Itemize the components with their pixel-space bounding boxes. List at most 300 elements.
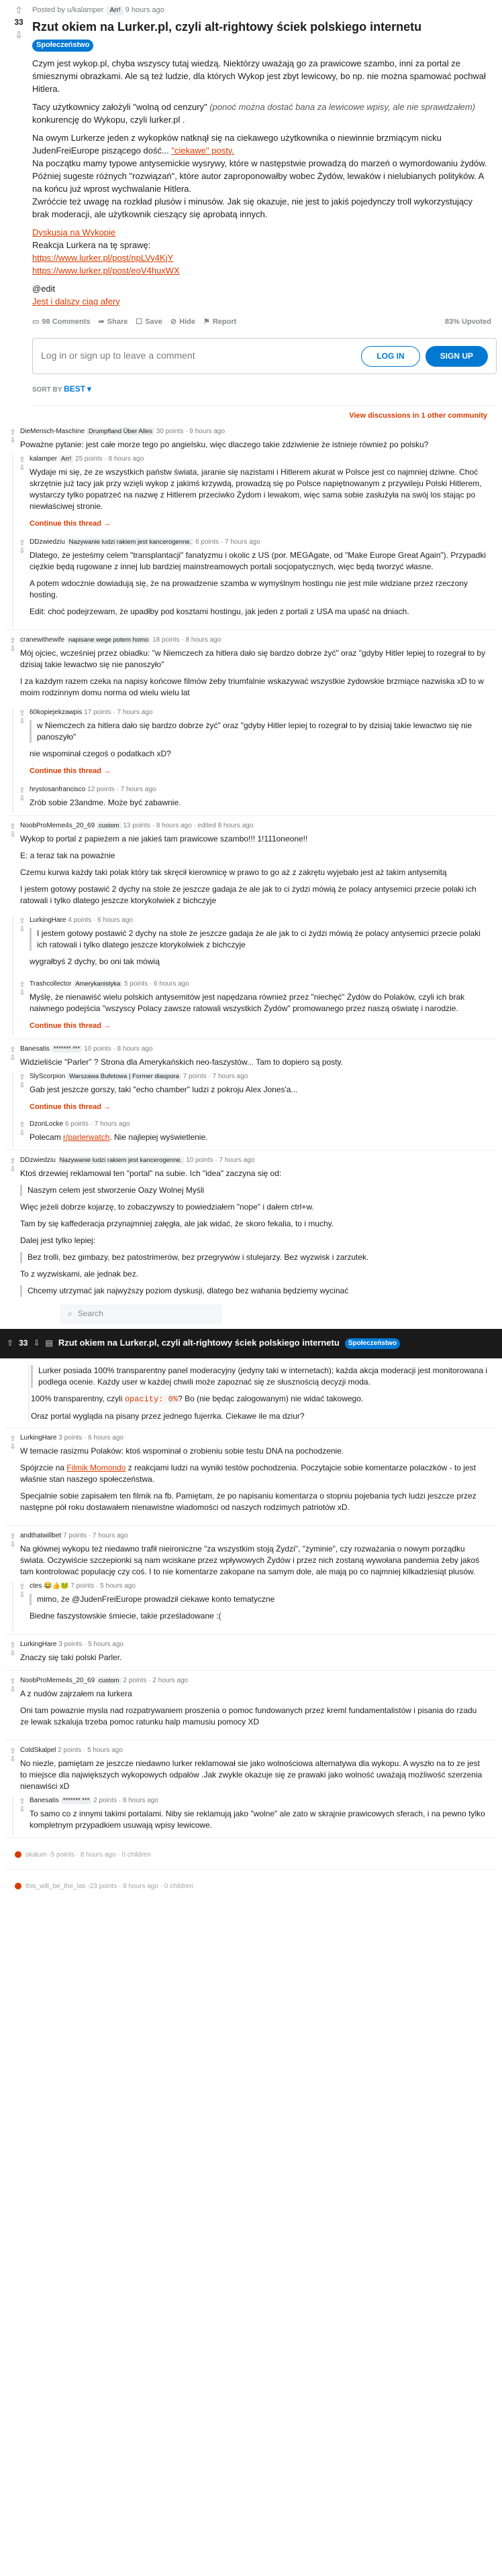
comment-body xyxy=(20,1640,497,1667)
comment-text xyxy=(20,1168,487,1297)
upvote-icon[interactable]: ⇧ xyxy=(19,455,26,464)
upvote-icon[interactable]: ⇧ xyxy=(19,1073,26,1081)
comment-text xyxy=(20,648,487,699)
comment-text xyxy=(30,1594,487,1622)
comment-meta: 25 points · 8 hours ago xyxy=(75,455,144,463)
collapsed-comment[interactable] xyxy=(5,1844,497,1867)
author-flair: Arr! xyxy=(107,6,123,15)
comment-paragraph: wygrałbyś 2 dychy, bo oni tak mówią xyxy=(30,956,160,966)
continue-thread-link[interactable]: Continue this thread → xyxy=(30,766,111,775)
share-icon: ➦ xyxy=(98,317,105,326)
upvote-icon[interactable]: ⇧ xyxy=(7,1338,14,1348)
login-prompt-text: Log in or sign up to leave a comment xyxy=(41,350,195,361)
comment-paragraph: Wykop to portal z papieżem a nie jakieś tam prawicowe szambo!!! 1!111oneone!! xyxy=(20,833,308,843)
comment-meta: 12 points · 7 hours ago xyxy=(87,785,156,793)
comment-paragraph: Wydaje mi się, że ze wszystkich państw świata, jaranie się nazistami i Hitlerem akurat w Polsce jest co najmniej dziwne. Choć skrzętnie już tacy jak przy wzięli wykop z jakimś krzywdą, prowadzą się po Polsce napiętnowanym z przywileju Polski Hitlerem, wystarczy tylko popatrzeć na nazwę z Hitlerem przeciwko Żydom i lewakom, więc sama sobie zasłużyła na swój los stając po niewłaściwej stronie. xyxy=(30,467,482,511)
comment-author[interactable]: 60kopiejekzawpis xyxy=(30,708,83,716)
comment xyxy=(15,708,497,781)
comment-votes xyxy=(5,1045,20,1072)
comment-votes xyxy=(5,821,20,916)
post-meta xyxy=(32,5,491,15)
comment-body xyxy=(30,1582,497,1631)
comment-paragraph: Myślę, że nienawiść wielu polskich antysemitów jest napędzana również przez "niechęć" Żydów do Polaków, czyli ich brak naiwnego podejścia "wszyscy Polacy zawsze ratowali wszystkich Żydów" promowanego przez naszą oświatę i narodzie. xyxy=(30,992,465,1013)
comment-body xyxy=(20,821,497,916)
comment-paragraph: Dalej jest tylko lepiej: xyxy=(20,1235,96,1245)
user-flair: Arr! xyxy=(59,455,73,463)
comment xyxy=(15,1796,497,1835)
comment xyxy=(15,1072,497,1117)
comment-votes xyxy=(5,1531,20,1582)
comment-paragraph: Specjalnie sobie zapisałem ten filmik na fb. Pamiętam, że po napisaniu komentarza o stopniu pojebania tych ludzi jeszcze przez następne pół roku dostawałem nienawistne wiadomości od naszych rodzimych patriotów xD. xyxy=(20,1490,476,1512)
comment-votes xyxy=(15,455,30,534)
comment-votes xyxy=(5,1433,20,1523)
comment-thread xyxy=(12,708,497,813)
downvote-icon[interactable]: ⇩ xyxy=(19,794,26,803)
comment-author[interactable]: Banesatis xyxy=(20,1045,50,1053)
comment-icon: ▭ xyxy=(32,317,40,326)
comment-body xyxy=(20,1676,497,1737)
comment-author[interactable]: DDzwiedziu xyxy=(20,1156,56,1164)
comment-header xyxy=(20,1746,487,1757)
downvote-icon[interactable]: ⇩ xyxy=(19,463,26,472)
sticky-flair[interactable]: Społeczeństwo xyxy=(345,1338,400,1349)
comment-meta: 13 points · 8 hours ago · edited 8 hours ago xyxy=(123,821,254,829)
comment-text: Poważne pytanie: jest całe morze tego po angielsku, więc dlaczego takie zdziwienie że istnieje również po polsku? xyxy=(20,439,429,449)
downvote-icon[interactable]: ⇩ xyxy=(15,29,23,40)
downvote-icon[interactable]: ⇩ xyxy=(9,436,16,445)
comment-header xyxy=(20,1676,487,1687)
comment-text xyxy=(30,550,487,618)
post-author[interactable]: u/kalamper xyxy=(66,6,104,14)
comment-votes xyxy=(15,1120,30,1147)
comment-header xyxy=(20,1045,487,1055)
comment xyxy=(5,1045,497,1072)
upvote-icon[interactable]: ⇧ xyxy=(19,917,26,925)
italic-span: (ponoć można dostać bana za lewicowe wpisy, ale nie sprawdzałem) xyxy=(209,101,476,112)
divider xyxy=(5,1670,497,1671)
comment-header xyxy=(30,538,487,548)
sticky-title: Rzut okiem na Lurker.pl, czyli alt-rightowy ściek polskiego internetu xyxy=(58,1338,340,1348)
downvote-icon[interactable]: ⇩ xyxy=(9,1755,16,1763)
upvoted-ratio: 83% Upvoted xyxy=(444,317,491,326)
comment xyxy=(15,538,497,627)
upvote-icon[interactable]: ⇧ xyxy=(9,1157,16,1165)
comment-paragraph: I jestem gotowy postawić 2 dychy na stole że jeszcze gadaja że ale jak to ci żydzi mówią że polacy antysemici przecie polaki ich ratowali i tylko dlatego jeszcze ktorykolwiek z bichczyje xyxy=(20,884,476,905)
comment-meta: 7 points · 5 hours ago xyxy=(70,1582,136,1590)
comment-text xyxy=(20,1688,487,1728)
continue-thread-link[interactable]: Continue this thread → xyxy=(30,519,111,528)
hide-icon: ⊘ xyxy=(170,317,177,326)
emoji-icon: 😂👍🐸 xyxy=(44,1582,69,1590)
comment-votes xyxy=(15,1582,30,1631)
comment xyxy=(5,1746,497,1796)
post-paragraph xyxy=(32,101,491,126)
comment-author[interactable]: kalamper xyxy=(30,455,58,463)
search-input[interactable] xyxy=(60,1305,221,1324)
lurker-link-1[interactable]: https://www.lurker.pl/post/npLVy4KjY xyxy=(32,252,174,263)
comment-meta: 10 points · 8 hours ago xyxy=(84,1045,153,1053)
posted-by-label: Posted by xyxy=(32,6,65,14)
upvote-icon[interactable]: ⇧ xyxy=(9,636,16,645)
post-flair[interactable]: Społeczeństwo xyxy=(32,40,93,51)
dalszy-ciag-link[interactable]: Jest i dalszy ciąg afery xyxy=(32,296,120,306)
comment-author[interactable]: LurkingHare xyxy=(30,916,66,924)
inline-code: opacity: 0% xyxy=(124,1394,179,1404)
upvote-icon[interactable]: ⇧ xyxy=(19,786,26,795)
collapsed-comment[interactable] xyxy=(5,1875,497,1898)
comment-author[interactable]: DzonLocke xyxy=(30,1120,64,1128)
downvote-icon[interactable]: ⇩ xyxy=(9,1053,16,1062)
user-flair: Nazywanie ludzi rakiem jest kancerogenne. xyxy=(58,1157,185,1164)
comment-meta: 7 points · 7 hours ago xyxy=(62,1531,128,1539)
report-label: Report xyxy=(212,317,237,326)
edit-text: @edit xyxy=(32,283,56,294)
comment-author[interactable]: ctes xyxy=(30,1582,42,1590)
sort-bar[interactable] xyxy=(32,384,502,400)
comment-meta: 6 points · 7 hours ago xyxy=(64,1120,130,1128)
comment-header xyxy=(20,636,487,646)
comment-header xyxy=(20,1156,487,1167)
divider xyxy=(5,1150,497,1151)
comment-body xyxy=(20,1746,497,1796)
comment-header xyxy=(20,1433,487,1444)
blockquote: Lurker posiada 100% transparentny panel moderacyjny (jedyny taki w internetach); każda akcja moderacji jest monitorowana i podlega ocenie. Każdy user w każdej chwili może zapoznać się ze słusznością decyzji moda. xyxy=(31,1365,487,1388)
reakcja-text: Reakcja Lurkera na tę sprawę: xyxy=(32,239,151,250)
divider xyxy=(5,1427,497,1428)
comments-button[interactable] xyxy=(32,317,91,327)
comment-votes xyxy=(15,785,30,813)
ciekawe-posty-link[interactable]: "ciekawe" posty. xyxy=(171,145,234,156)
comment-paragraph: Więc jeżeli dobrze kojarzę, to zobaczywszy to powiedziałem "nope" i dałem ctrl+w. xyxy=(20,1202,314,1212)
comment-header xyxy=(30,1582,487,1592)
comment-text xyxy=(20,1446,487,1513)
upvote-icon[interactable]: ⇧ xyxy=(19,1582,26,1591)
comment-header xyxy=(30,1072,487,1083)
downvote-icon[interactable]: ⇩ xyxy=(9,1685,16,1694)
blockquote: mimo, że @JudenFreiEurope prowadził ciekawe konto tematyczne xyxy=(30,1594,487,1605)
post-text xyxy=(32,57,491,308)
hide-label: Hide xyxy=(179,317,195,326)
share-button[interactable] xyxy=(99,317,128,327)
upvote-icon[interactable]: ⇧ xyxy=(19,538,26,547)
comment xyxy=(15,1120,497,1147)
comment-author[interactable]: LurkingHare xyxy=(20,1640,57,1648)
comment-paragraph: I za każdym razem czeka na napisy końcowe filmów żeby triumfalnie wskazywać wszystkie żydowskie brzmiące nazwiska xD to w moim rodzinnym domu norma od wielu wielu lat xyxy=(20,676,484,697)
divider xyxy=(5,1634,497,1635)
text-span: Tacy użytkownicy założyli "wolną od cenzury" xyxy=(32,101,207,112)
comment-author[interactable]: DieMensch-Maschine xyxy=(20,427,85,435)
post-title[interactable]: Rzut okiem na Lurker.pl, czyli alt-rightowy ściek polskiego internetu xyxy=(32,20,422,34)
comment-thread xyxy=(12,1582,497,1631)
downvote-icon[interactable]: ⇩ xyxy=(19,717,26,725)
comment-thread xyxy=(12,916,497,1036)
comment-paragraph: Oraz portal wygląda na pisany przez jednego fujerrka. Ciekawe ile ma dziur? xyxy=(31,1411,305,1421)
sort-value[interactable]: BEST xyxy=(64,384,86,394)
upvote-icon[interactable]: ⇧ xyxy=(9,1045,16,1054)
save-label: Save xyxy=(145,317,162,326)
sort-label: SORT BY xyxy=(32,386,62,394)
comment-author[interactable]: NoobProMeme4s_20_69 xyxy=(20,1676,95,1684)
comment-thread xyxy=(12,1796,497,1835)
comment-paragraph xyxy=(20,1462,487,1485)
text-span: Spójrzcie na xyxy=(20,1462,67,1472)
comment-paragraph: W temacie rasizmu Polaków: ktoś wspominał o zrobieniu sobie testu DNA na pochodzenie. xyxy=(20,1446,344,1456)
comment-paragraph: Oni tam powaznie mysla nad rozpatrywaniem proszenia o pomoc fundowanych przez kreml fundamentalistów i pisania do rzadu ze lewak szkaluja trzeba pomoc ratunku halp mamusiu pomocy XD xyxy=(20,1705,477,1726)
comment-votes xyxy=(5,1640,20,1667)
comment xyxy=(15,1582,497,1631)
chevron-down-icon: ▾ xyxy=(87,384,91,394)
comment xyxy=(15,785,497,813)
comment-paragraph: E: a teraz tak na poważnie xyxy=(20,850,115,860)
comment-header xyxy=(30,1120,487,1130)
comment-body xyxy=(30,538,497,627)
comment-author[interactable]: Banesatis xyxy=(30,1796,59,1804)
comment xyxy=(5,636,497,708)
downvote-icon[interactable]: ⇩ xyxy=(19,1805,26,1814)
comment-paragraph: To z wyzwiskami, ale jednak bez. xyxy=(20,1269,139,1279)
downvote-icon[interactable]: ⇩ xyxy=(9,1165,16,1173)
comment xyxy=(5,1433,497,1523)
comment-author[interactable]: LurkingHare xyxy=(20,1433,57,1442)
post-vote-column xyxy=(5,5,32,327)
report-button[interactable] xyxy=(203,317,236,327)
comment-body xyxy=(30,1072,497,1117)
comment xyxy=(5,1156,497,1302)
user-flair: ******* *** xyxy=(61,1797,92,1804)
comment-meta: 4 points · 6 hours ago xyxy=(68,916,133,924)
user-flair: ******* *** xyxy=(52,1045,83,1053)
comment-text xyxy=(30,928,487,968)
collapsed-icon xyxy=(15,1851,21,1858)
upvote-icon[interactable]: ⇧ xyxy=(19,980,26,989)
blockquote: I jestem gotowy postawić 2 dychy na stole że jeszcze gadaja że ale jak to ci żydzi mówią że polacy antysemici przecie polaki ich ratowali i tylko dlatego jeszcze ktorykolwiek z bichczyje xyxy=(30,928,487,951)
save-button[interactable] xyxy=(136,317,162,327)
comment xyxy=(5,1640,497,1667)
divider xyxy=(5,815,497,816)
post-icon: ▤ xyxy=(45,1338,53,1348)
dyskusja-link[interactable]: Dyskusja na Wykopie xyxy=(32,227,116,237)
comment-meta: 2 points · 8 hours ago xyxy=(93,1796,158,1804)
upvote-icon[interactable]: ⇧ xyxy=(9,1434,16,1443)
comment-header xyxy=(20,1640,487,1651)
comment xyxy=(5,1676,497,1737)
comment-paragraph: nie wspominał czegoś o podatkach xD? xyxy=(30,748,171,758)
post-score: 33 xyxy=(14,17,23,27)
comment-text: Na głównej wykopu też niedawno trafił nieironiczne "za wszystkim stoją Żydzi", "żyminie", czy rozważania o nowym porządku świata. Oczywiście szczepionki są nam wciskane przez wpływowych Żydów i przez nich zostaną wywołana pandemia żeby jakoś tam kontrolować populację czy coś. I to nie komentarze zakopane na samym dole, ale mają po co najmniej kilkadziesiąt plusów. xyxy=(20,1543,480,1576)
subreddit-link[interactable]: r/parlerwatch xyxy=(63,1132,110,1142)
upvote-icon[interactable]: ⇧ xyxy=(9,1532,16,1541)
post-paragraph xyxy=(32,131,491,221)
comment-votes xyxy=(15,538,30,627)
comment-thread xyxy=(28,1365,497,1422)
comment-body xyxy=(20,1045,497,1072)
comment-meta: 7 points · 7 hours ago xyxy=(183,1072,248,1080)
comment-text xyxy=(20,833,487,906)
comment-body xyxy=(30,1120,497,1147)
comment-text xyxy=(31,1365,497,1422)
text-span: 100% transparentny, czyli xyxy=(31,1393,125,1403)
flag-icon: ⚑ xyxy=(203,317,210,326)
comment-author[interactable]: ColdSkalpel xyxy=(20,1746,56,1754)
comment-body xyxy=(30,980,497,1036)
comment xyxy=(5,821,497,916)
comment-author[interactable]: DDzwiedziu xyxy=(30,538,65,546)
comment-author[interactable]: cranewithewife xyxy=(20,636,65,644)
post-time: 9 hours ago xyxy=(125,6,164,14)
comment-header xyxy=(20,1531,487,1542)
comment-body xyxy=(20,636,497,708)
comment-votes xyxy=(15,1796,30,1835)
text-span: . Nie najlepiej wyświetlenie. xyxy=(109,1132,208,1142)
downvote-icon[interactable]: ⇩ xyxy=(9,1540,16,1549)
comment-votes xyxy=(5,1676,20,1737)
comment-text: Znaczy się taki polski Parler. xyxy=(20,1652,122,1662)
upvote-icon[interactable]: ⇧ xyxy=(19,1120,26,1129)
comment-text: Zrób sobie 23andme. Może być zabawnie. xyxy=(30,797,181,807)
comment-text xyxy=(30,467,487,530)
comment-paragraph xyxy=(31,1393,487,1405)
comment-header xyxy=(30,980,487,990)
downvote-icon[interactable]: ⇩ xyxy=(19,1128,26,1137)
upvote-icon[interactable]: ⇧ xyxy=(9,1641,16,1649)
upvote-icon[interactable]: ⇧ xyxy=(9,1747,16,1755)
login-button[interactable]: LOG IN xyxy=(361,346,419,367)
downvote-icon[interactable]: ⇩ xyxy=(19,546,26,555)
blockquote: Chcemy utrzymać jak najwyższy poziom dyskusji, dlatego bez wahania będziemy wycinać xyxy=(20,1285,487,1297)
comment-body xyxy=(30,708,497,781)
comment-votes xyxy=(15,980,30,1036)
comment-header xyxy=(30,1796,487,1807)
text-span: konkurencję do Wykopu, czyli lurker.pl . xyxy=(32,114,185,125)
comment-paragraph: Biedne faszystowskie śmiecie, takie prześladowane :( xyxy=(30,1611,221,1621)
comment-text xyxy=(30,992,487,1032)
comment-author[interactable]: hrystosanfrancisco xyxy=(30,785,86,793)
text-span: ? Bo (nie będąc zalogowanym) nie widać takowego. xyxy=(178,1393,364,1403)
downvote-icon[interactable]: ⇩ xyxy=(33,1338,40,1348)
comment-paragraph: A z nudów zajrzałem na lurkera xyxy=(20,1688,132,1698)
comment xyxy=(15,980,497,1036)
comment-author[interactable]: SlyScorpion xyxy=(30,1072,66,1080)
comment-meta: 18 points · 8 hours ago xyxy=(152,636,221,644)
downvote-icon[interactable]: ⇩ xyxy=(19,1081,26,1090)
comments-label: 98 Comments xyxy=(42,317,91,326)
hide-button[interactable] xyxy=(170,317,195,327)
comment-author[interactable]: this_will_be_the_las xyxy=(26,1882,86,1890)
comment-paragraph: A potem wdocznie dowiadują się, że na prowadzenie szamba w wymyślnym hostingu nie jest mile widziane przez rzeczony hosting. xyxy=(30,578,468,599)
upvote-icon[interactable]: ⇧ xyxy=(19,1797,26,1806)
comment-thread xyxy=(12,455,497,627)
search-icon: ⌕ xyxy=(68,1309,72,1319)
upvote-icon[interactable]: ⇧ xyxy=(19,709,26,717)
comment-meta: 10 points · 7 hours ago xyxy=(186,1156,255,1164)
downvote-icon[interactable]: ⇩ xyxy=(9,644,16,653)
upvote-icon[interactable]: ⇧ xyxy=(9,1677,16,1686)
comment-body xyxy=(30,916,497,977)
continue-thread-link[interactable]: Continue this thread → xyxy=(30,1021,111,1030)
signup-button[interactable]: SIGN UP xyxy=(425,346,488,367)
comment-body xyxy=(20,1531,497,1582)
comment-author[interactable]: NoobProMeme4s_20_69 xyxy=(20,821,95,829)
comment-author[interactable]: skalum xyxy=(26,1851,47,1859)
comment-votes xyxy=(15,1072,30,1117)
comment-header xyxy=(30,916,487,927)
upvote-icon[interactable]: ⇧ xyxy=(9,428,16,436)
comment-text: Widzieliście "Parler" ? Strona dla Amerykańskich neo-faszystów... Tam to dopiero są posty. xyxy=(20,1057,343,1067)
upvote-icon[interactable]: ⇧ xyxy=(15,5,23,15)
text-span: Zwróćcie też uwagę na rozkład plusów i minusów. Jak się okazuje, nie jest to jakiś pojedynczy troll wykorzystujący brak moderacji, ale użytkownik cieszący się aprobatą innych. xyxy=(32,196,473,219)
comment-text xyxy=(30,1132,487,1143)
comment-body xyxy=(20,427,497,455)
comment-paragraph: Gab jest jeszcze gorszy, taki "echo chamber" ludzi z pokroju Alex Jones'a... xyxy=(30,1084,298,1094)
divider xyxy=(5,1740,497,1741)
comment-paragraph: Czemu kurwa każdy taki polak który tak skręcił kierownicę w prawo to go aż z zakrętu wyjebało jest aż takim antysemitą xyxy=(20,867,447,877)
comment-text: To samo co z innymi takimi portalami. Niby sie reklamują jako "wolne" ale zato w skrajnie prawicowych sferach, i na pewno tylko kompletnym przypadkiem usuwają wpisy lewicowe. xyxy=(30,1808,485,1830)
comments-section xyxy=(0,427,502,1302)
downvote-icon[interactable]: ⇩ xyxy=(9,1442,16,1451)
text-span: Na owym Lurkerze jeden z wykopków natknął się na ciekawego użytkownika o niewinnie brzmiącym nicku JudenFreiEurope piszącego dość... xyxy=(32,132,442,156)
comment-header xyxy=(30,455,487,465)
text-span: z reakcjami ludzi na wyniki testów pochodzenia. Poczytajcie sobie komentarze polaczków - to jest właśnie stan naszego społeczeństwa. xyxy=(20,1462,476,1484)
post-paragraph xyxy=(32,282,491,308)
comment-header xyxy=(30,785,487,796)
comment-votes xyxy=(5,1746,20,1796)
downvote-icon[interactable]: ⇩ xyxy=(19,1590,26,1599)
sticky-score: 33 xyxy=(19,1338,28,1348)
downvote-icon[interactable]: ⇩ xyxy=(19,988,26,997)
comment-text: No niezle, pamiętam ze jeszcze niedawno lurker reklamował sie jako wolnościowa alternatywa dla wykopu. A wyszło na to ze jest to miejsce dla największych wykopowych odpałów .Jak zwykle okazuje się ze prawaki jako wolność uważają możliwość szerzenia nienawiści xD xyxy=(20,1758,483,1791)
comment-author[interactable]: andthatwillbet xyxy=(20,1531,62,1539)
post-paragraph xyxy=(32,226,491,277)
view-other-discussions-link[interactable]: View discussions in 1 other community xyxy=(349,412,487,420)
continue-thread-link[interactable]: Continue this thread → xyxy=(30,1102,111,1111)
blockquote: Naszym celem jest stworzenie Oazy Wolnej Myśli xyxy=(20,1185,487,1196)
comments-section-continued xyxy=(0,1358,502,1898)
downvote-icon[interactable]: ⇩ xyxy=(19,925,26,933)
user-flair: Amerykanistyka xyxy=(73,980,122,988)
comment-thread xyxy=(12,1072,497,1147)
comment-meta: -23 points · 8 hours ago · 0 children xyxy=(87,1882,194,1890)
comment-meta: 17 points · 7 hours ago xyxy=(84,708,153,716)
downvote-icon[interactable]: ⇩ xyxy=(9,830,16,839)
user-flair: napisane wege potem homo xyxy=(66,636,150,644)
bookmark-icon: ☐ xyxy=(136,317,143,326)
momondo-link[interactable]: Filmik Momondo xyxy=(66,1462,126,1472)
comment-header xyxy=(20,427,487,438)
comment-header xyxy=(20,821,487,832)
comment-meta: -5 points · 8 hours ago · 0 children xyxy=(48,1851,151,1859)
text-span: Na początku mamy typowe antysemickie wysrywy, które w następstwie prowadzą do marzeń o wymordowaniu żydów. Później sugeste różnych "rozwiązań", które autor zaproponowałby wobec Żydów, lewaków i nielubianych polityków. A na końcu już wprost wychwalanie Hitlera. xyxy=(32,158,487,194)
comment-paragraph: Mój ojciec, wcześniej przez obiadku: "w Niemczech za hitlera dało się bardzo dobrze żyć" oraz "gdyby Hitler lepiej to rozegrał to by dzisiaj takie lewactwo się nie panoszyło" xyxy=(20,648,486,669)
comment-author[interactable]: Trashcollector xyxy=(30,980,72,988)
user-flair: Warszawa Bufetowa | Former diaspora xyxy=(67,1073,181,1080)
sticky-post-header xyxy=(0,1329,502,1358)
comment-text xyxy=(30,720,487,777)
comment-meta: 2 points · 2 hours ago xyxy=(123,1676,189,1684)
comment-body xyxy=(20,1433,497,1523)
user-flair: custom xyxy=(97,822,121,829)
downvote-icon[interactable]: ⇩ xyxy=(9,1649,16,1657)
lurker-link-2[interactable]: https://www.lurker.pl/post/eoV4huxWX xyxy=(32,265,180,276)
comment-meta: 6 points · 7 hours ago xyxy=(195,538,260,546)
comment xyxy=(15,455,497,534)
comment-body xyxy=(30,1796,497,1835)
comment-paragraph: Dlatego, że jesteśmy celem "transplantacji" fanatyzmu i okolic z US (por. MEGAgate, od "Make Europe Great Again"). Przypadki ciężkie będą rugowane z innej lub bardziej mainstreamowych portali socjopatycznych, więc będą tworzyć własne. xyxy=(30,550,487,571)
upvote-icon[interactable]: ⇧ xyxy=(9,822,16,831)
divider xyxy=(5,1869,497,1870)
comment-meta: 3 points · 5 hours ago xyxy=(58,1640,123,1648)
collapsed-icon xyxy=(15,1883,21,1889)
comment xyxy=(5,427,497,455)
